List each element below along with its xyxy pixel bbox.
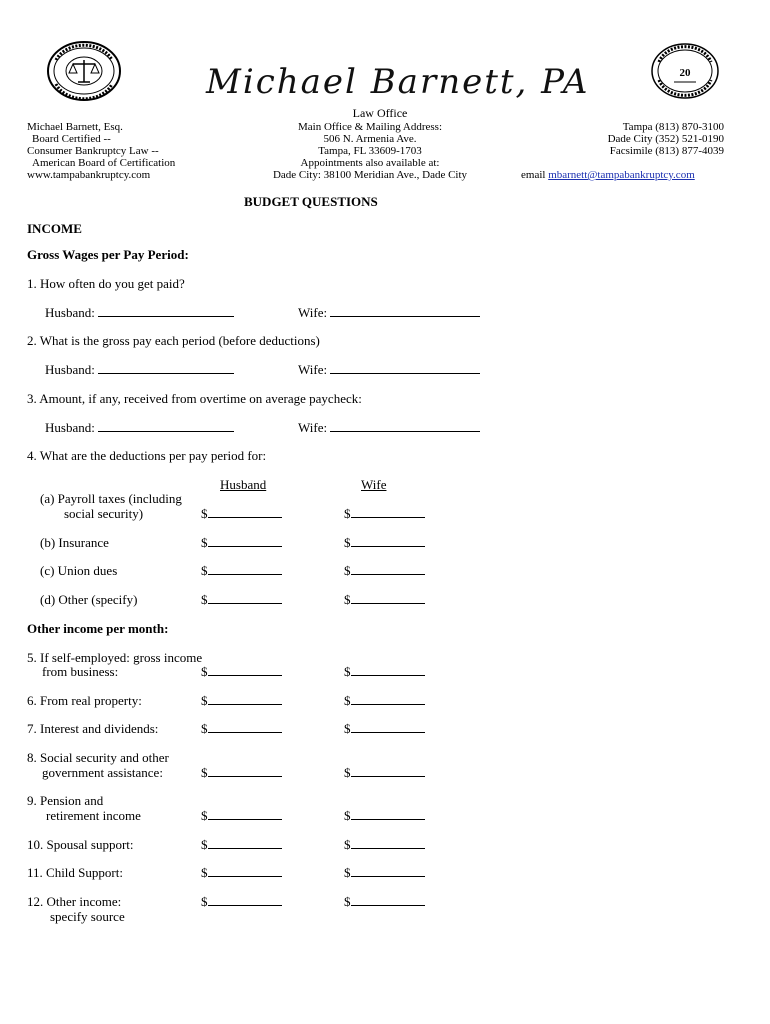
deduction-d-husband-blank[interactable] xyxy=(208,592,282,604)
appointments-note: Appointments also available at: xyxy=(300,157,440,169)
email-link[interactable]: mbarnett@tampabankruptcy.com xyxy=(548,169,695,181)
wife-label: Wife: xyxy=(298,420,328,435)
q8-wife-blank[interactable] xyxy=(351,765,425,777)
q5-wife xyxy=(344,664,425,680)
dollar-sign: $ xyxy=(344,894,351,909)
q6-husband-blank[interactable] xyxy=(208,693,282,705)
q5-husband-blank[interactable] xyxy=(208,664,282,676)
question-5-line1: 5. If self-employed: gross income xyxy=(27,650,203,665)
q1-husband-blank[interactable] xyxy=(98,305,234,317)
deduction-a-line1: (a) Payroll taxes (including xyxy=(40,491,182,506)
q2-wife-row xyxy=(298,362,480,378)
q10-wife xyxy=(344,837,425,853)
gross-wages-heading: Gross Wages per Pay Period: xyxy=(27,247,189,262)
dollar-sign: $ xyxy=(344,765,351,780)
question-3: 3. Amount, if any, received from overtime on average paycheck: xyxy=(27,391,362,406)
question-9-line2: retirement income xyxy=(46,808,141,823)
board-certified: Board Certified -- xyxy=(32,133,111,145)
board-certification-seal xyxy=(46,40,122,102)
q3-wife-blank[interactable] xyxy=(330,420,480,432)
question-5-line2: from business: xyxy=(42,664,119,679)
q2-husband-row xyxy=(45,362,234,378)
attorney-info xyxy=(27,121,175,181)
q10-husband xyxy=(201,837,282,853)
deduction-a-husband xyxy=(201,506,282,522)
attorney-name: Michael Barnett, Esq. xyxy=(27,121,123,133)
deduction-b-husband-blank[interactable] xyxy=(208,535,282,547)
q2-wife-blank[interactable] xyxy=(330,362,480,374)
phone-numbers xyxy=(560,121,724,157)
dollar-sign: $ xyxy=(344,808,351,823)
q8-wife xyxy=(344,765,425,781)
dollar-sign: $ xyxy=(201,765,208,780)
q1-wife-row xyxy=(298,305,480,321)
address-label: Main Office & Mailing Address: xyxy=(298,121,442,133)
q10-husband-blank[interactable] xyxy=(208,837,282,849)
q3-husband-blank[interactable] xyxy=(98,420,234,432)
dollar-sign: $ xyxy=(201,664,208,679)
deduction-c-husband xyxy=(201,563,282,579)
office-address xyxy=(240,121,500,181)
question-2: 2. What is the gross pay each period (before deductions) xyxy=(27,333,320,348)
q7-husband xyxy=(201,721,282,737)
deduction-d-husband xyxy=(201,592,282,608)
q12-husband-blank[interactable] xyxy=(208,894,282,906)
deduction-c-wife-blank[interactable] xyxy=(351,563,425,575)
column-husband: Husband xyxy=(220,477,267,492)
dollar-sign: $ xyxy=(201,894,208,909)
dollar-sign: $ xyxy=(201,506,208,521)
dollar-sign: $ xyxy=(344,693,351,708)
q9-husband xyxy=(201,808,282,824)
deduction-a-husband-blank[interactable] xyxy=(208,506,282,518)
question-4: 4. What are the deductions per pay period for: xyxy=(27,448,267,463)
q1-husband-row xyxy=(45,305,234,321)
address-street: 506 N. Armenia Ave. xyxy=(323,133,417,145)
q11-wife-blank[interactable] xyxy=(351,865,425,877)
deduction-b-wife xyxy=(344,535,425,551)
tampa-phone: Tampa (813) 870-3100 xyxy=(622,121,724,133)
deduction-d-wife-blank[interactable] xyxy=(351,592,425,604)
deduction-d-label: (d) Other (specify) xyxy=(40,592,138,607)
q10-wife-blank[interactable] xyxy=(351,837,425,849)
q5-husband xyxy=(201,664,282,680)
q3-husband-row xyxy=(45,420,234,436)
law-office-label: Law Office xyxy=(352,106,408,120)
deduction-a-wife xyxy=(344,506,425,522)
address-city: Tampa, FL 33609-1703 xyxy=(318,145,422,157)
q1-wife-blank[interactable] xyxy=(330,305,480,317)
dollar-sign: $ xyxy=(344,865,351,880)
dollar-sign: $ xyxy=(201,535,208,550)
dollar-sign: $ xyxy=(344,837,351,852)
specialty: Consumer Bankruptcy Law -- xyxy=(27,145,159,157)
email-line xyxy=(521,169,695,181)
question-9-line1: 9. Pension and xyxy=(27,793,104,808)
q12-wife-blank[interactable] xyxy=(351,894,425,906)
question-1: 1. How often do you get paid? xyxy=(27,276,185,291)
firm-title: Michael Barnett, PA xyxy=(206,62,590,102)
website: www.tampabankruptcy.com xyxy=(27,169,151,181)
question-8-line1: 8. Social security and other xyxy=(27,750,169,765)
dollar-sign: $ xyxy=(344,563,351,578)
question-12-line1: 12. Other income: xyxy=(27,894,122,909)
dollar-sign: $ xyxy=(201,721,208,736)
deduction-b-husband xyxy=(201,535,282,551)
q12-husband xyxy=(201,894,282,910)
deduction-b-label: (b) Insurance xyxy=(40,535,109,550)
husband-label: Husband: xyxy=(45,420,95,435)
seal-number: 20 xyxy=(679,67,691,79)
dollar-sign: $ xyxy=(344,721,351,736)
deduction-c-wife xyxy=(344,563,425,579)
q11-husband-blank[interactable] xyxy=(208,865,282,877)
dollar-sign: $ xyxy=(201,592,208,607)
q6-wife xyxy=(344,693,425,709)
other-income-heading: Other income per month: xyxy=(27,621,169,636)
question-7: 7. Interest and dividends: xyxy=(27,721,159,736)
q7-husband-blank[interactable] xyxy=(208,721,282,733)
q7-wife-blank[interactable] xyxy=(351,721,425,733)
deduction-b-wife-blank[interactable] xyxy=(351,535,425,547)
question-12-line2: specify source xyxy=(50,909,125,924)
question-11: 11. Child Support: xyxy=(27,865,123,880)
fax-number: Facsimile (813) 877-4039 xyxy=(609,145,724,157)
q3-wife-row xyxy=(298,420,480,436)
q9-wife-blank[interactable] xyxy=(351,808,425,820)
q6-wife-blank[interactable] xyxy=(351,693,425,705)
deduction-c-husband-blank[interactable] xyxy=(208,563,282,575)
dollar-sign: $ xyxy=(344,535,351,550)
income-heading: INCOME xyxy=(27,221,82,236)
q8-husband-blank[interactable] xyxy=(208,765,282,777)
deduction-c-label: (c) Union dues xyxy=(40,563,118,578)
dollar-sign: $ xyxy=(201,837,208,852)
question-10: 10. Spousal support: xyxy=(27,837,134,852)
column-wife: Wife xyxy=(361,477,387,492)
husband-label: Husband: xyxy=(45,305,95,320)
question-8-line2: government assistance: xyxy=(42,765,163,780)
q11-husband xyxy=(201,865,282,881)
wife-label: Wife: xyxy=(298,362,328,377)
deduction-a-line2: social security) xyxy=(64,506,144,521)
dollar-sign: $ xyxy=(201,865,208,880)
q5-wife-blank[interactable] xyxy=(351,664,425,676)
dollar-sign: $ xyxy=(201,808,208,823)
question-6: 6. From real property: xyxy=(27,693,142,708)
dollar-sign: $ xyxy=(344,592,351,607)
q2-husband-blank[interactable] xyxy=(98,362,234,374)
years-practice-seal xyxy=(650,42,720,100)
dollar-sign: $ xyxy=(201,563,208,578)
deduction-d-wife xyxy=(344,592,425,608)
deduction-a-wife-blank[interactable] xyxy=(351,506,425,518)
dade-city-phone: Dade City (352) 521-0190 xyxy=(607,133,724,145)
q9-wife xyxy=(344,808,425,824)
certifying-board: American Board of Certification xyxy=(32,157,176,169)
q9-husband-blank[interactable] xyxy=(208,808,282,820)
dollar-sign: $ xyxy=(344,664,351,679)
husband-label: Husband: xyxy=(45,362,95,377)
q7-wife xyxy=(344,721,425,737)
q11-wife xyxy=(344,865,425,881)
q12-wife xyxy=(344,894,425,910)
dollar-sign: $ xyxy=(201,693,208,708)
wife-label: Wife: xyxy=(298,305,328,320)
dollar-sign: $ xyxy=(344,506,351,521)
dade-city-address: Dade City: 38100 Meridian Ave., Dade City xyxy=(272,169,468,181)
email-label: email xyxy=(521,169,546,181)
q6-husband xyxy=(201,693,282,709)
q8-husband xyxy=(201,765,282,781)
form-title: BUDGET QUESTIONS xyxy=(244,194,378,209)
